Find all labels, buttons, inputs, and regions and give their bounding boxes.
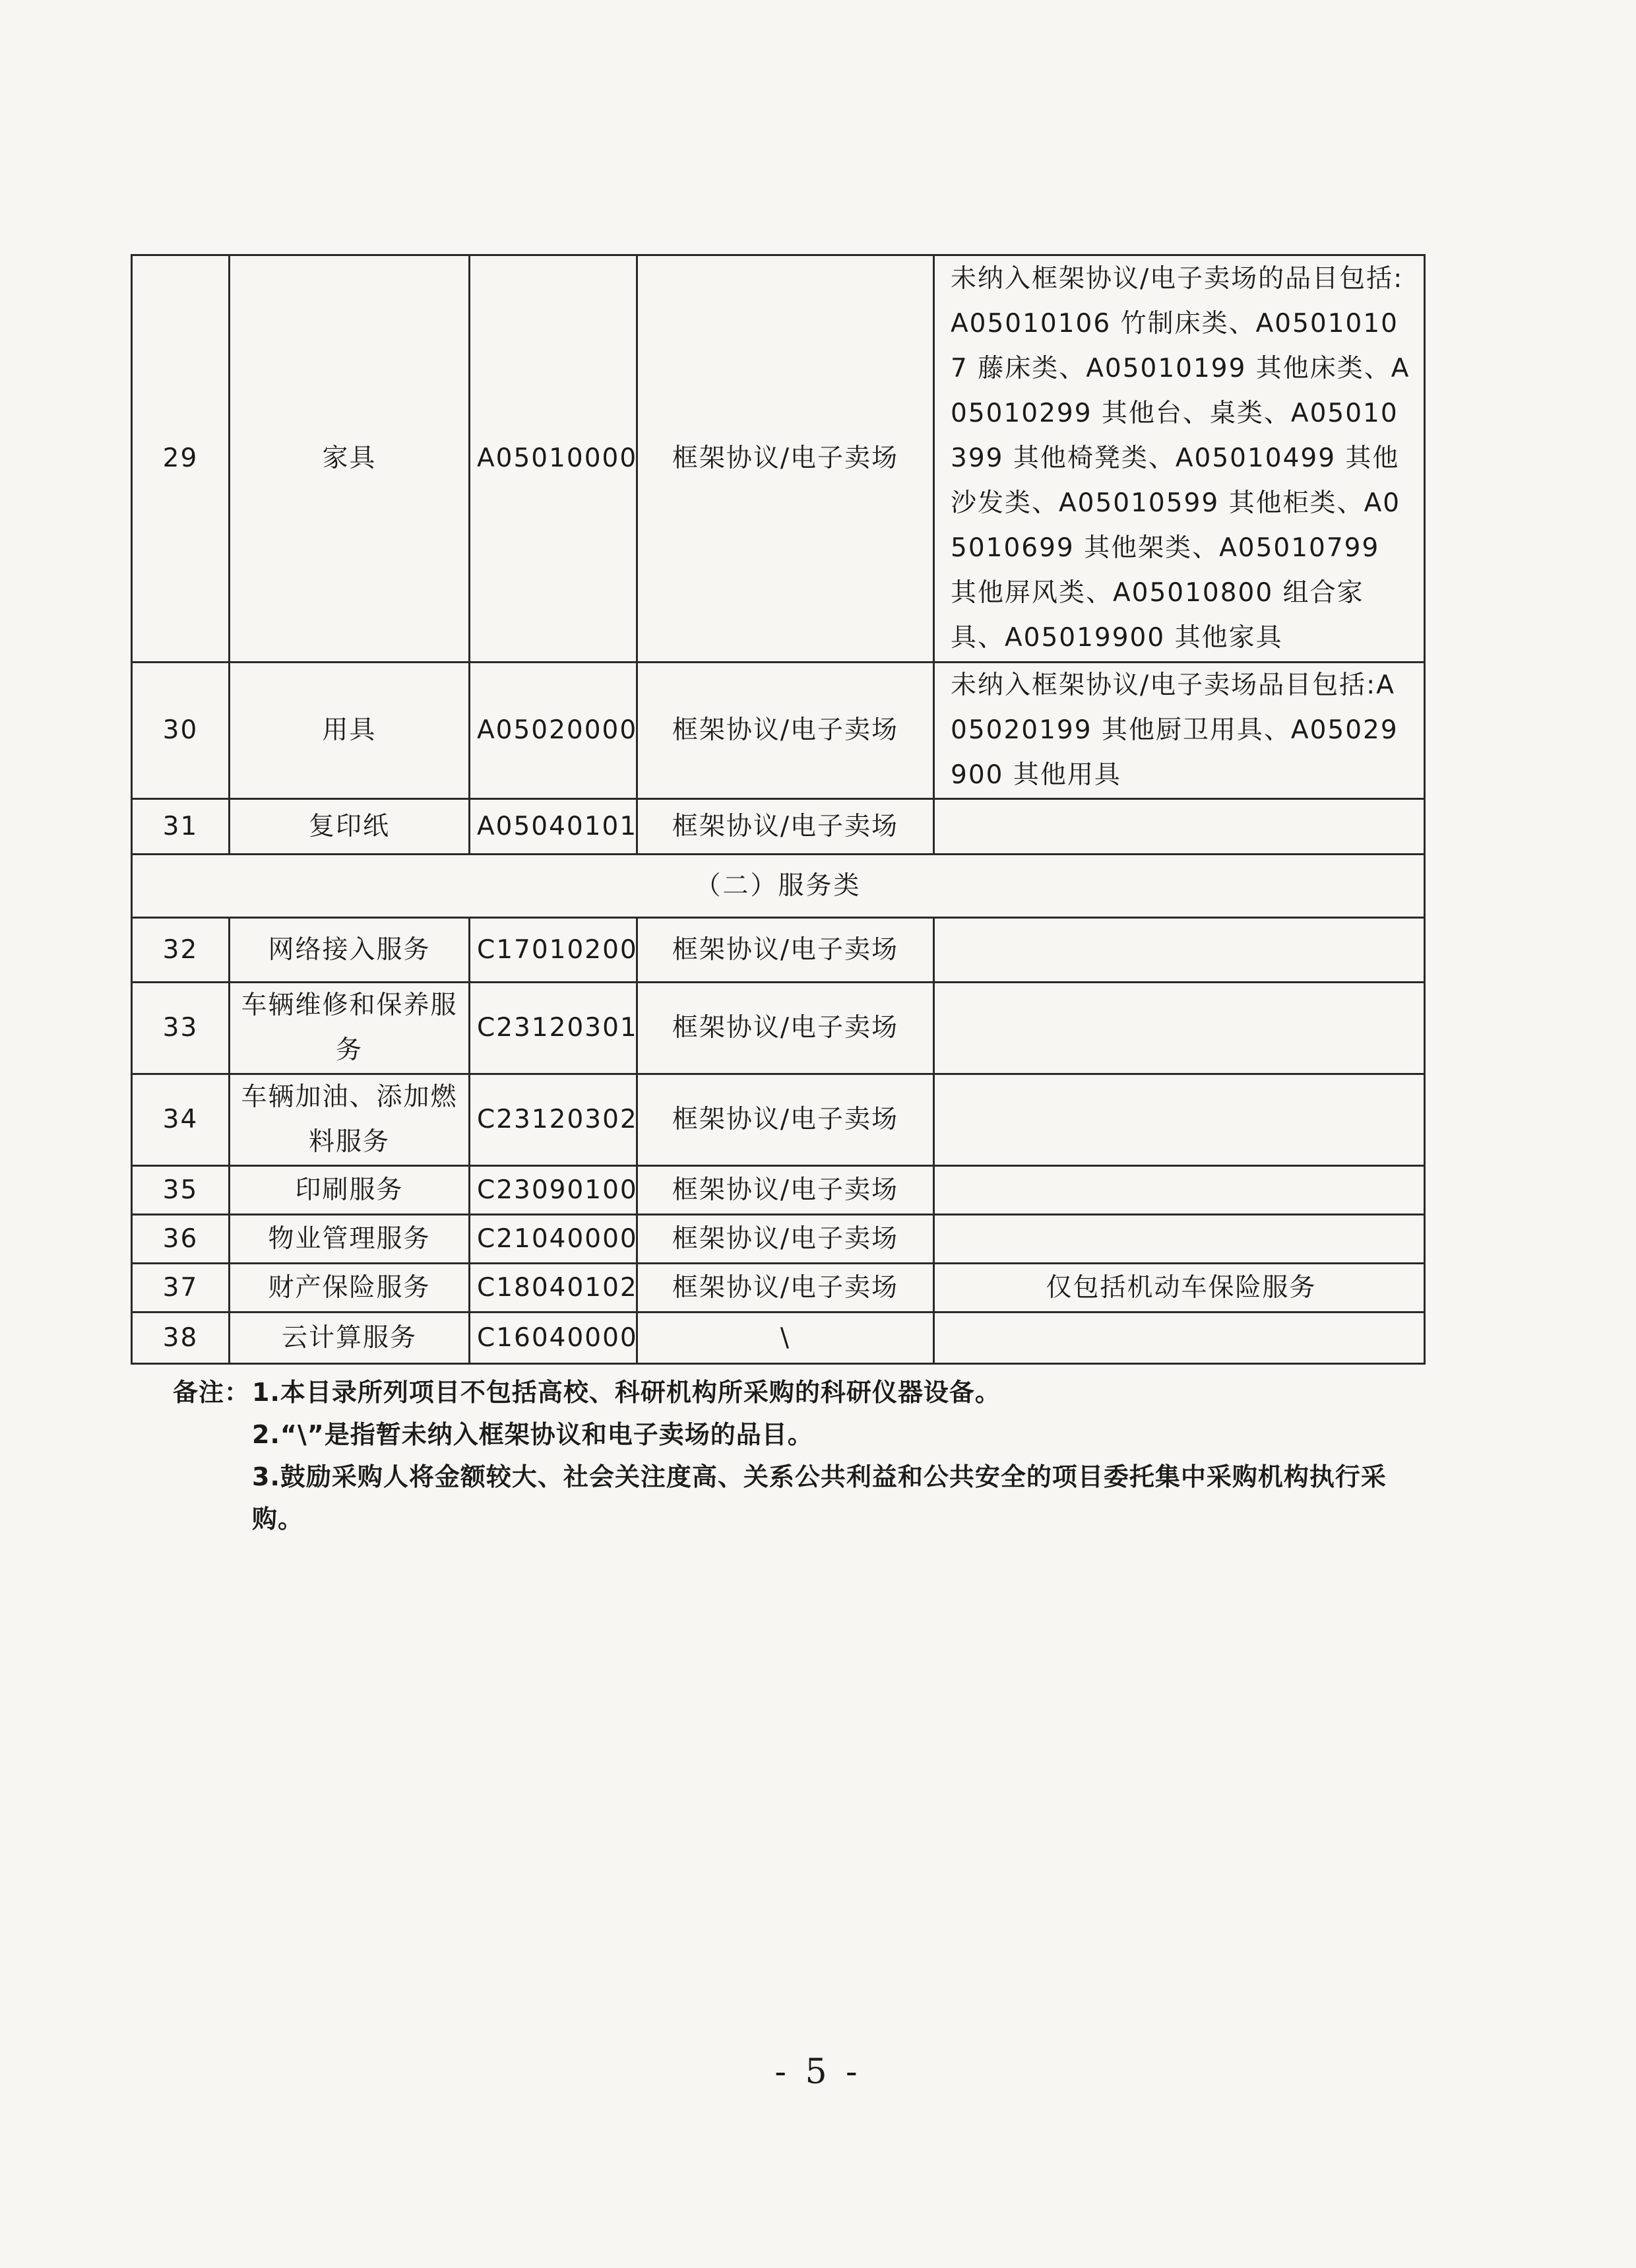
procurement-method: 框架协议/电子卖场 — [637, 255, 934, 663]
procurement-method: \ — [637, 1312, 934, 1364]
item-name: 印刷服务 — [230, 1166, 470, 1215]
table-row — [132, 799, 1425, 855]
procurement-catalog-table — [131, 254, 1426, 1365]
note-item — [173, 1371, 1426, 1413]
item-remark — [934, 1215, 1425, 1264]
row-number: 31 — [132, 799, 230, 855]
item-remark: 未纳入框架协议/电子卖场的品目包括:A05010106 竹制床类、A05010107 藤床类、A05010199 其他床类、A05010299 其他台、桌类、A05010399 其他椅凳类、A05010499 其他沙发类、A05010599 其他柜类、A05010699 其他架类、A05010799 其他屏风类、A05010800 组合家具、A05019900 其他家具 — [934, 255, 1425, 663]
note-text: 3.鼓励采购人将金额较大、社会关注度高、关系公共利益和公共安全的项目委托集中采购机构执行采购。 — [252, 1462, 1387, 1534]
item-name: 车辆加油、添加燃料服务 — [230, 1074, 470, 1166]
item-code: C16040000 — [470, 1312, 637, 1364]
procurement-method: 框架协议/电子卖场 — [637, 1074, 934, 1166]
item-remark — [934, 983, 1425, 1074]
table-row — [132, 1312, 1425, 1364]
table-row — [132, 918, 1425, 983]
item-remark — [934, 918, 1425, 983]
note-text: 2.“\”是指暂未纳入框架协议和电子卖场的品目。 — [252, 1420, 813, 1449]
row-number: 38 — [132, 1312, 230, 1364]
row-number: 33 — [132, 983, 230, 1074]
item-code: C23120301 — [470, 983, 637, 1074]
section-title: （二）服务类 — [132, 855, 1425, 918]
row-number: 30 — [132, 663, 230, 799]
item-remark — [934, 1312, 1425, 1364]
procurement-method: 框架协议/电子卖场 — [637, 1264, 934, 1312]
item-name: 复印纸 — [230, 799, 470, 855]
item-remark — [934, 1166, 1425, 1215]
procurement-method: 框架协议/电子卖场 — [637, 1215, 934, 1264]
table-row — [132, 1264, 1425, 1312]
item-code: C23090100 — [470, 1166, 637, 1215]
table-row — [132, 983, 1425, 1074]
item-remark — [934, 799, 1425, 855]
table-row — [132, 663, 1425, 799]
item-code: C23120302 — [470, 1074, 637, 1166]
procurement-method: 框架协议/电子卖场 — [637, 983, 934, 1074]
note-item — [173, 1413, 1426, 1456]
item-code: C18040102 — [470, 1264, 637, 1312]
table-row — [132, 1215, 1425, 1264]
row-number: 32 — [132, 918, 230, 983]
item-remark — [934, 1074, 1425, 1166]
page-number: - 5 - — [774, 2052, 862, 2092]
row-number: 35 — [132, 1166, 230, 1215]
item-name: 家具 — [230, 255, 470, 663]
notes-label: 备注： — [173, 1378, 251, 1407]
item-code: A05010000 — [470, 255, 637, 663]
procurement-method: 框架协议/电子卖场 — [637, 663, 934, 799]
procurement-method: 框架协议/电子卖场 — [637, 799, 934, 855]
note-item — [173, 1456, 1426, 1540]
item-name: 物业管理服务 — [230, 1215, 470, 1264]
table-row — [132, 1074, 1425, 1166]
item-remark: 未纳入框架协议/电子卖场品目包括:A05020199 其他厨卫用具、A05029900 其他用具 — [934, 663, 1425, 799]
row-number: 34 — [132, 1074, 230, 1166]
item-code: A05040101 — [470, 799, 637, 855]
notes-block — [173, 1371, 1426, 1540]
table-row — [132, 255, 1425, 663]
procurement-method: 框架协议/电子卖场 — [637, 918, 934, 983]
item-name: 财产保险服务 — [230, 1264, 470, 1312]
item-name: 车辆维修和保养服务 — [230, 983, 470, 1074]
table-row — [132, 1166, 1425, 1215]
procurement-method: 框架协议/电子卖场 — [637, 1166, 934, 1215]
section-row — [132, 855, 1425, 918]
item-name: 网络接入服务 — [230, 918, 470, 983]
row-number: 36 — [132, 1215, 230, 1264]
item-name: 用具 — [230, 663, 470, 799]
row-number: 37 — [132, 1264, 230, 1312]
item-name: 云计算服务 — [230, 1312, 470, 1364]
row-number: 29 — [132, 255, 230, 663]
item-code: C21040000 — [470, 1215, 637, 1264]
item-code: A05020000 — [470, 663, 637, 799]
note-text: 1.本目录所列项目不包括高校、科研机构所采购的科研仪器设备。 — [252, 1378, 1001, 1407]
item-code: C17010200 — [470, 918, 637, 983]
item-remark: 仅包括机动车保险服务 — [934, 1264, 1425, 1312]
